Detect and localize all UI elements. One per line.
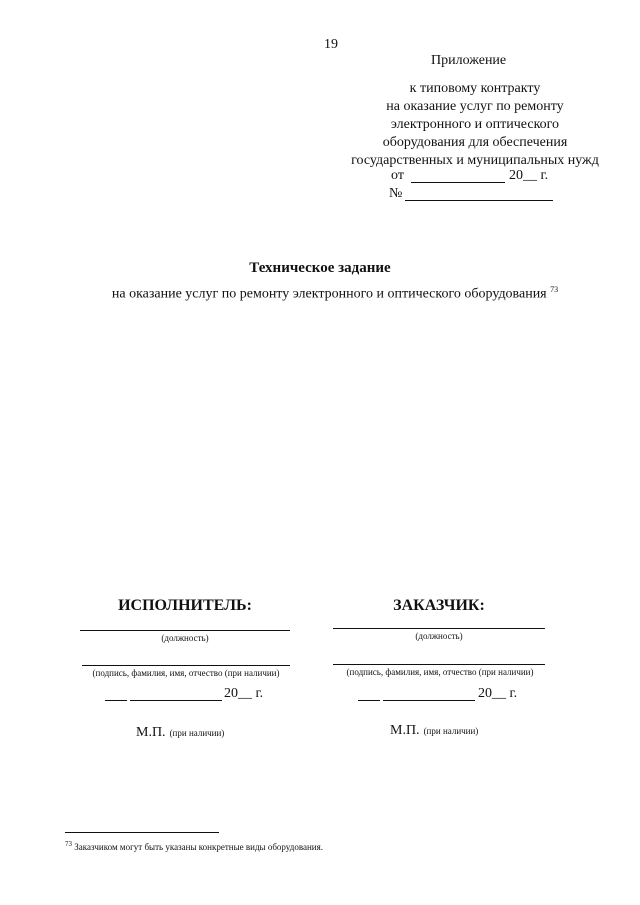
customer-month-line xyxy=(383,700,475,701)
executor-date-year: 20__ г. xyxy=(224,686,264,701)
executor-stamp-note: (при наличии) xyxy=(169,728,225,738)
executor-position-caption: (должность) xyxy=(161,633,209,643)
appendix-number-sign: № xyxy=(389,186,403,201)
footnote-marker: 73 xyxy=(65,840,72,848)
footnote xyxy=(65,840,323,852)
appendix-line: государственных и муниципальных нужд xyxy=(351,153,599,168)
page-number: 19 xyxy=(324,37,338,52)
executor-name-line xyxy=(82,665,290,666)
appendix-line: на оказание услуг по ремонту xyxy=(386,99,564,114)
footnote-separator xyxy=(65,832,219,833)
doc-subtitle-text: на оказание услуг по ремонту электронного и оптического оборудования xyxy=(111,286,547,302)
customer-name-caption: (подпись, фамилия, имя, отчество (при наличии) xyxy=(346,667,534,677)
appendix-block xyxy=(330,80,620,170)
appendix-line: оборудования для обеспечения xyxy=(382,135,568,150)
appendix-title: Приложение xyxy=(431,53,507,68)
appendix-date-year: 20__ г. xyxy=(509,168,549,183)
footnote-text: Заказчиком могут быть указаны конкретные виды оборудования. xyxy=(74,842,323,852)
customer-stamp xyxy=(390,721,478,739)
executor-month-line xyxy=(130,700,222,701)
executor-day-line xyxy=(105,700,127,701)
appendix-line: электронного и оптического xyxy=(390,117,560,132)
customer-day-line xyxy=(358,700,380,701)
executor-heading: ИСПОЛНИТЕЛЬ: xyxy=(118,597,252,614)
executor-name-caption: (подпись, фамилия, имя, отчество (при наличии) xyxy=(92,668,280,678)
appendix-date-prefix: от xyxy=(391,168,404,183)
customer-name-line xyxy=(333,664,545,665)
doc-subtitle xyxy=(70,285,600,303)
customer-position-line xyxy=(333,628,545,629)
executor-stamp-label: М.П. xyxy=(136,725,166,740)
footnote-ref: 73 xyxy=(550,285,559,294)
appendix-number-line xyxy=(405,200,553,201)
appendix-date-line xyxy=(411,182,505,183)
customer-stamp-label: М.П. xyxy=(390,723,420,738)
doc-title: Техническое задание xyxy=(249,260,391,276)
customer-position-caption: (должность) xyxy=(415,631,463,641)
customer-stamp-note: (при наличии) xyxy=(423,726,479,736)
customer-date-year: 20__ г. xyxy=(478,686,518,701)
customer-heading: ЗАКАЗЧИК: xyxy=(393,597,485,614)
executor-stamp xyxy=(136,723,224,741)
appendix-line: к типовому контракту xyxy=(409,81,541,96)
executor-position-line xyxy=(80,630,290,631)
